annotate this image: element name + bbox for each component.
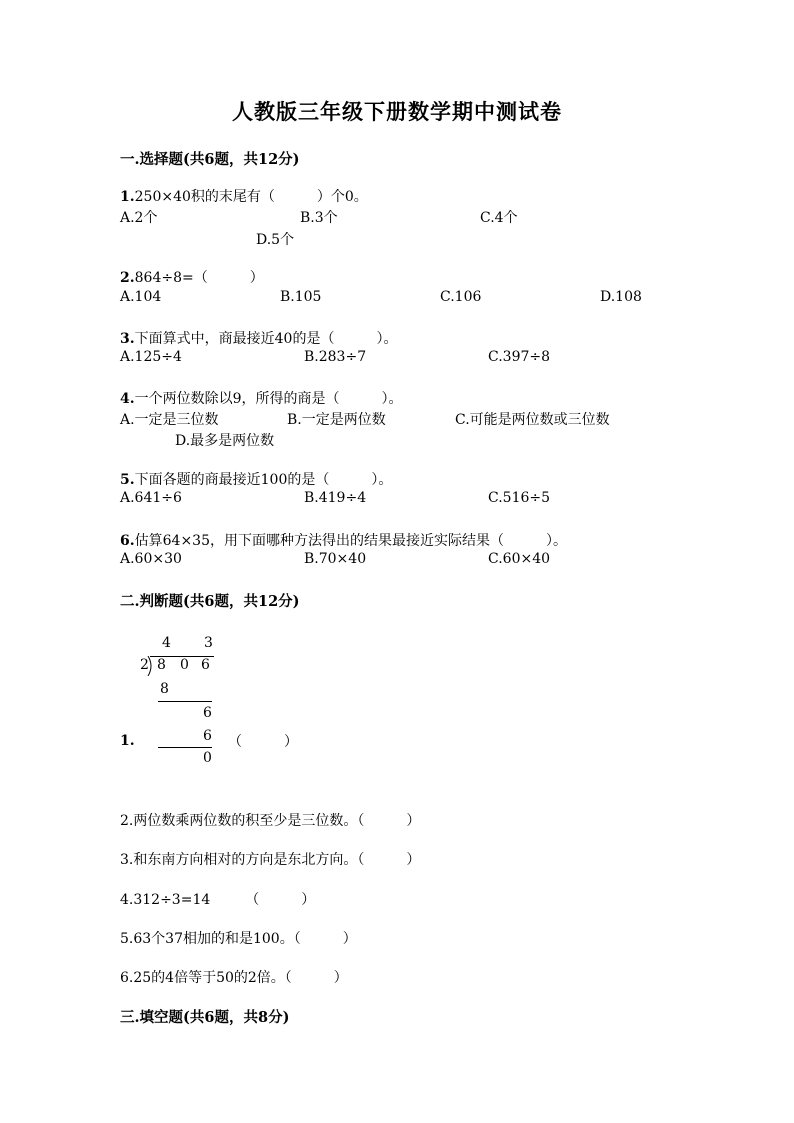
quotient-digit: 4 [162,635,171,651]
option-b: B.419÷4 [304,490,367,506]
section-heading-choice: 一.选择题(共6题，共12分) [120,151,300,168]
judgement-question-5 [120,928,357,948]
question-number: 2. [120,270,135,286]
question-number: 4. [120,391,135,407]
question-text: 估算64×35，用下面哪种方法得出的结果最接近实际结果（ ）。 [134,533,567,549]
dividend-digit: 0 [180,657,189,673]
option-c: C.60×40 [488,551,551,567]
option-a: A.104 [120,289,162,305]
question-number: 5. [120,472,135,488]
division-bracket [147,656,155,676]
division-line [158,701,212,702]
question-number: 1. [120,189,135,205]
option-c: C.可能是两位数或三位数 [455,412,610,428]
option-a: A.60×30 [120,551,182,567]
question-number: 4. [120,892,134,908]
question-text: 下面各题的商最接近100的是（ ）。 [134,472,393,488]
question-text: 25的4倍等于50的2倍。（ ） [133,970,348,986]
option-a: A.125÷4 [120,349,182,365]
quotient-digit: 3 [204,635,213,651]
question-number: 2. [120,813,134,829]
divisor: 2 [140,657,149,673]
judgement-question-6 [120,967,348,987]
option-a: A.641÷6 [120,490,182,506]
option-c: C.106 [440,289,482,305]
option-d: D.108 [600,289,642,305]
option-b: B.70×40 [304,551,367,567]
option-c: C.397÷8 [488,349,551,365]
question-text: 一个两位数除以9，所得的商是（ ）。 [134,391,403,407]
option-a: A.一定是三位数 [120,412,219,428]
judgement-question-3 [120,849,420,869]
option-b: B.105 [280,289,322,305]
final-remainder: 0 [203,750,212,766]
division-line [158,747,212,748]
option-a: A.2个 [120,210,158,226]
option-d: D.5个 [256,232,295,248]
section-heading-judgement: 二.判断题(共6题，共12分) [120,593,300,610]
question-number: 5. [120,931,134,947]
option-c: C.516÷5 [488,490,551,506]
subtract-step: 6 [203,728,212,744]
dividend-digit: 6 [201,657,210,673]
question-number: 3. [120,852,134,868]
option-b: B.3个 [300,210,338,226]
question-text: 864÷8=（ ） [134,270,264,286]
option-b: B.一定是两位数 [287,412,386,428]
section-heading-fill-blank: 三.填空题(共6题，共8分) [120,1009,290,1026]
question-3 [120,328,397,348]
judgement-question-2 [120,810,420,830]
question-number: 3. [120,331,135,347]
question-text: 312÷3=14 （ ） [133,892,316,908]
question-1 [120,186,368,206]
question-4 [120,388,403,408]
question-text: 下面算式中，商最接近40的是（ ）。 [134,331,398,347]
question-6 [120,530,567,550]
question-text: 两位数乘两位数的积至少是三位数。（ ） [133,813,421,829]
question-number: 1. [120,733,135,749]
question-number: 6. [120,970,134,986]
judgement-question-1 [120,733,135,749]
option-c: C.4个 [480,210,518,226]
question-number: 6. [120,533,135,549]
question-5 [120,469,392,489]
subtract-step: 8 [160,681,169,697]
page-title: 人教版三年级下册数学期中测试卷 [232,99,562,124]
remainder-step: 6 [203,705,212,721]
option-b: B.283÷7 [304,349,367,365]
dividend-digit: 8 [157,657,166,673]
option-d: D.最多是两位数 [175,433,275,449]
question-text: 63个37相加的和是100。（ ） [133,931,357,947]
answer-parentheses: （ ） [228,734,298,750]
judgement-question-4 [120,889,315,909]
question-2 [120,267,264,287]
question-text: 和东南方向相对的方向是东北方向。（ ） [133,852,421,868]
question-text: 250×40积的末尾有（ ）个0。 [134,189,368,205]
